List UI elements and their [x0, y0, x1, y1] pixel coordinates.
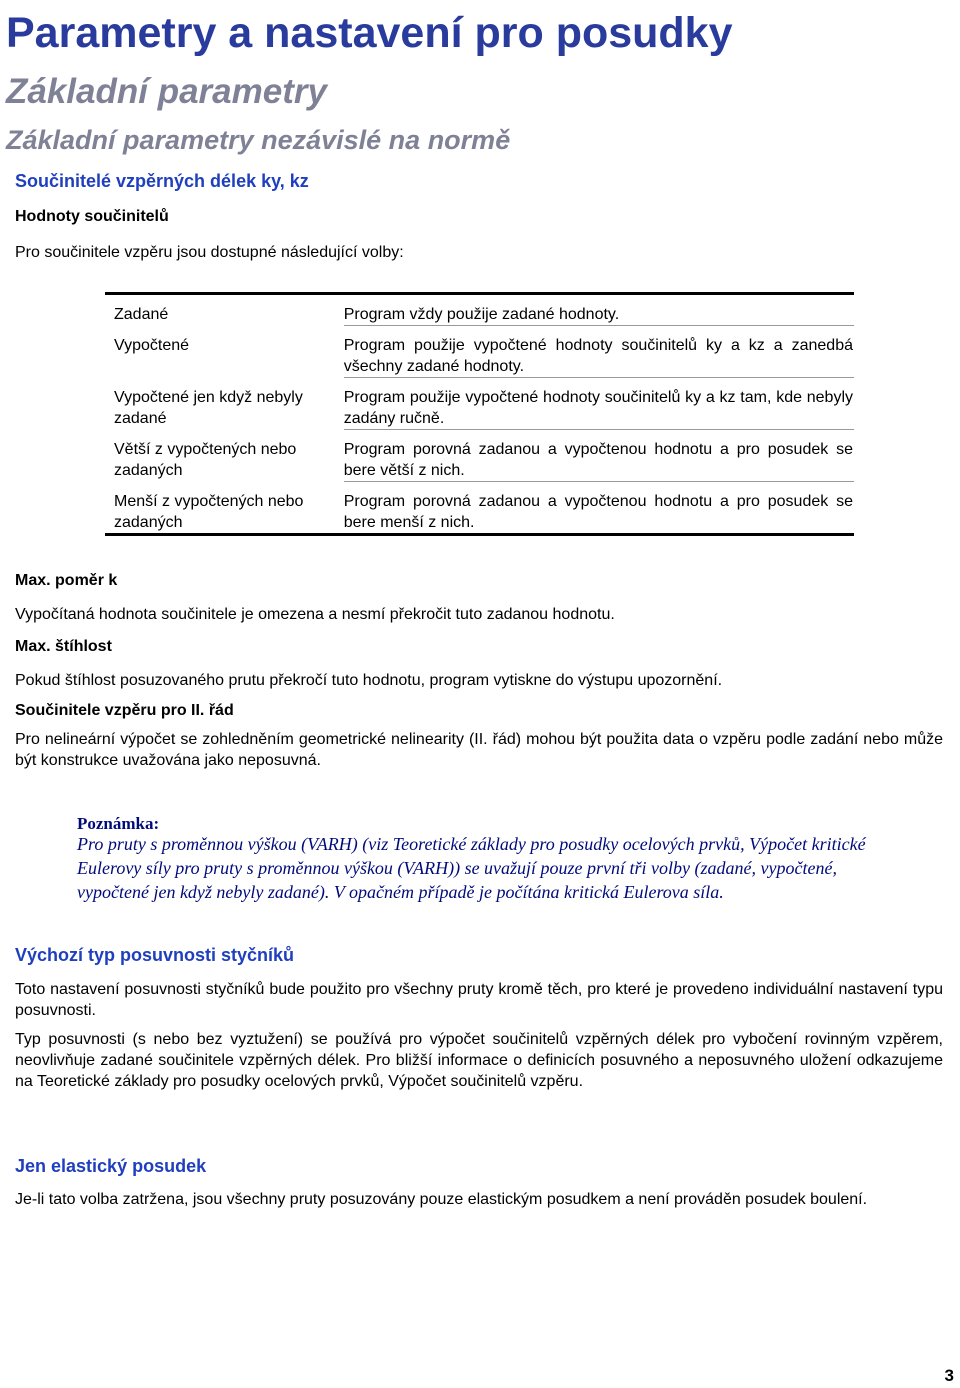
heading-max-ratio: Max. poměr k	[15, 572, 118, 589]
option-name: Zadané	[114, 306, 169, 323]
heading-second-order: Součinitele vzpěru pro II. řád	[15, 702, 234, 719]
option-name: Větší z vypočtených nebo zadaných	[114, 440, 297, 479]
max-ratio-paragraph: Vypočítaná hodnota součinitele je omezena a nesmí překročit tuto zadanou hodnotu.	[15, 606, 615, 623]
heading-default-sway: Výchozí typ posuvnosti styčníků	[15, 945, 295, 965]
option-name: Vypočtené	[114, 336, 190, 354]
heading-buckling-factors: Součinitelé vzpěrných délek ky, kz	[15, 171, 309, 191]
table-row	[105, 378, 854, 430]
table-row	[105, 482, 854, 535]
option-description: Program použije vypočtené hodnoty součinitelů ky a kz a zanedbá všechny zadané hodnoty.	[344, 326, 854, 378]
table-row	[105, 430, 854, 482]
subsection-heading: Základní parametry nezávislé na normě	[6, 125, 511, 155]
option-description: Program vždy použije zadané hodnoty.	[344, 294, 854, 326]
intro-paragraph: Pro součinitele vzpěru jsou dostupné následující volby:	[15, 244, 404, 261]
elastic-paragraph: Je-li tato volba zatržena, jsou všechny pruty posuzovány pouze elastickým posudkem a není prováděn posudek boulení.	[15, 1191, 868, 1208]
second-order-paragraph: Pro nelineární výpočet se zohledněním geometrické nelinearity (II. řád) mohou být použita data o vzpěru podle zadání nebo může být konstrukce uvažována jako neposuvná.	[15, 731, 943, 769]
table-row	[105, 294, 854, 326]
page-number: 3	[944, 1366, 954, 1385]
heading-elastic-check: Jen elastický posudek	[15, 1156, 207, 1176]
note-text: Pro pruty s proměnnou výškou (VARH) (viz Teoretické základy pro posudky ocelových prvků, Výpočet kritické Eulerovy síly pro pruty s proměnnou výškou (VARH)) se uvažují pouze první tři volby (zadané, vypočtené, vypočtené jen když nebyly zadané). V opačném případě je počítána kritická Eulerova síla.	[77, 834, 866, 902]
sway-paragraph-2: Typ posuvnosti (s nebo bez vyztužení) se používá pro výpočet součinitelů vzpěrných délek pro vybočení rovinným vzpěrem, neovlivňuje zadané součinitele vzpěrných délek. Pro bližší informace o definicích posuvného a neposuvného uložení odkazujeme na Teoretické základy pro posudky ocelových prvků, Výpočet součinitelů vzpěru.	[15, 1031, 943, 1090]
option-description: Program porovná zadanou a vypočtenou hodnotu a pro posudek se bere menší z nich.	[343, 493, 853, 531]
table-row	[105, 326, 854, 378]
section-heading: Základní parametry	[6, 72, 327, 111]
sway-paragraph-1: Toto nastavení posuvnosti styčníků bude použito pro všechny pruty kromě těch, pro které je provedeno individuální nastavení typu posuvnosti.	[15, 981, 943, 1019]
heading-max-slenderness: Max. štíhlost	[15, 638, 112, 655]
option-description: Program použije vypočtené hodnoty součinitelů ky a kz tam, kde nebyly zadány ručně.	[344, 378, 854, 430]
note-title: Poznámka:	[77, 814, 160, 833]
max-slenderness-paragraph: Pokud štíhlost posuzovaného prutu překročí tuto hodnotu, program vytiskne do výstupu upozornění.	[15, 672, 723, 689]
options-table	[105, 292, 854, 536]
heading-factor-values: Hodnoty součinitelů	[15, 208, 169, 225]
option-name: Vypočtené jen když nebyly zadané	[114, 388, 303, 427]
option-name: Menší z vypočtených nebo zadaných	[114, 492, 304, 531]
main-heading: Parametry a nastavení pro posudky	[6, 9, 733, 57]
option-description: Program porovná zadanou a vypočtenou hodnotu a pro posudek se bere větší z nich.	[344, 430, 854, 482]
